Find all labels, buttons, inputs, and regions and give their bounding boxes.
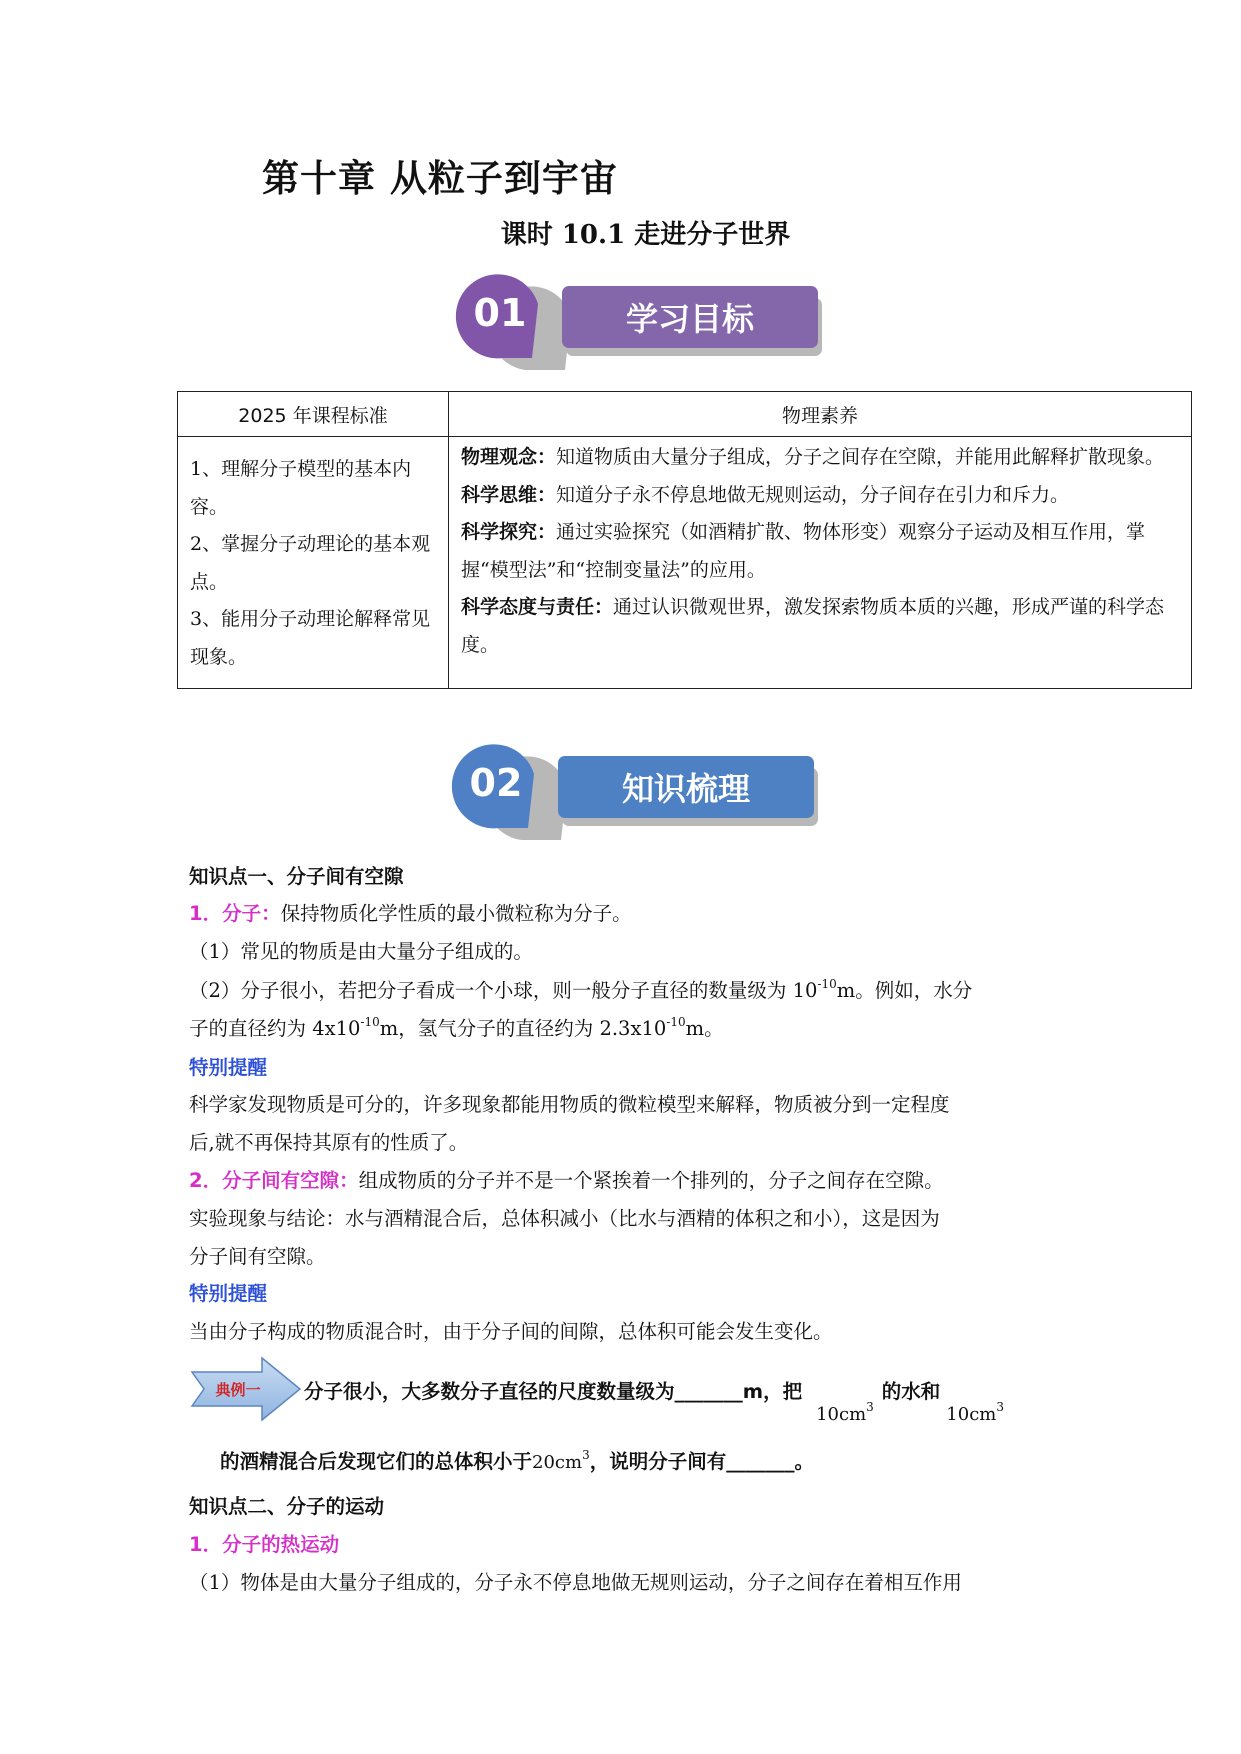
paragraph-text: 实验现象与结论：水与酒精混合后，总体积减小（比水与酒精的体积之和小），这是因为 bbox=[189, 1207, 940, 1230]
literacy-item bbox=[461, 589, 1181, 664]
paragraph-text: 分子间有空隙。 bbox=[189, 1245, 326, 1268]
superscript: -10 bbox=[817, 977, 837, 991]
volume-value: 10cm bbox=[816, 1404, 867, 1425]
paragraph-text bbox=[189, 1013, 724, 1041]
section-label: 学习目标 bbox=[625, 300, 755, 338]
example-question-line2 bbox=[220, 1446, 814, 1474]
standards-cell bbox=[178, 437, 449, 689]
text-span: 分子很小，大多数分子直径的尺度数量级为_______m，把 bbox=[304, 1380, 803, 1403]
literacy-term: 科学思维： bbox=[461, 483, 557, 506]
reminder-text: 科学家发现物质是可分的，许多现象都能用物质的微粒模型来解释，物质被分到一定程度 bbox=[189, 1093, 950, 1116]
literacy-item bbox=[461, 514, 1181, 589]
paragraph-text bbox=[189, 975, 972, 1003]
volume-value: 10cm bbox=[946, 1404, 997, 1425]
reminder-text: 当由分子构成的物质混合时，由于分子间的间隙，总体积可能会发生变化。 bbox=[189, 1320, 833, 1343]
special-reminder-title: 特别提醒 bbox=[189, 1282, 268, 1305]
literacy-term: 物理观念： bbox=[461, 446, 557, 468]
text-span: 子的直径约为 4x10 bbox=[189, 1017, 361, 1040]
standard-item: 1、理解分子模型的基本内容。 bbox=[190, 458, 412, 518]
definition-text: 保持物质化学性质的最小微粒称为分子。 bbox=[280, 902, 632, 925]
lesson-title: 课时 10.1 走进分子世界 bbox=[500, 220, 791, 250]
objectives-table bbox=[177, 391, 1192, 689]
paragraph-molecule bbox=[189, 898, 632, 926]
knowledge-point-2-title: 知识点二、分子的运动 bbox=[189, 1495, 385, 1518]
example-label: 典例一 bbox=[215, 1381, 261, 1399]
literacy-text: 通过认识微观世界，激发探索物质本质的兴趣，形成严谨的科学态度。 bbox=[461, 596, 1165, 656]
text-span: （2）分子很小，若把分子看成一个小球，则一般分子直径的数量级为 10 bbox=[189, 979, 818, 1002]
column-header-literacy: 物理素养 bbox=[449, 392, 1192, 437]
literacy-text: 知道物质由大量分子组成，分子之间存在空隙，并能用此解释扩散现象。 bbox=[556, 446, 1165, 468]
literacy-cell bbox=[449, 437, 1192, 689]
section-badge-objectives bbox=[448, 270, 828, 370]
superscript: 3 bbox=[866, 1400, 874, 1414]
term-molecule: 1．分子： bbox=[189, 902, 281, 925]
text-span: m。例如，水分 bbox=[836, 979, 973, 1002]
column-header-standards: 2025 年课程标准 bbox=[178, 392, 449, 437]
definition-text: 组成物质的分子并不是一个紧挨着一个排列的，分子之间存在空隙。 bbox=[358, 1169, 944, 1192]
heading-thermal-motion: 1．分子的热运动 bbox=[189, 1533, 340, 1556]
knowledge-point-1-title: 知识点一、分子间有空隙 bbox=[189, 865, 404, 888]
superscript: -10 bbox=[666, 1015, 686, 1029]
literacy-text: 通过实验探究（如酒精扩散、物体形变）观察分子运动及相互作用，掌握“模型法”和“控制变量法”的应用。 bbox=[461, 521, 1146, 581]
section-number: 01 bbox=[473, 291, 527, 335]
text-span: 的酒精混合后发现它们的总体积小于 bbox=[220, 1450, 533, 1473]
section-number: 02 bbox=[469, 761, 523, 805]
standard-item: 3、能用分子动理论解释常见现象。 bbox=[190, 608, 431, 668]
paragraph-text: （1）物体是由大量分子组成的，分子永不停息地做无规则运动，分子之间存在着相互作用 bbox=[189, 1571, 962, 1594]
example-question-line1 bbox=[304, 1376, 1004, 1425]
example-arrow-tag bbox=[190, 1356, 302, 1422]
literacy-text: 知道分子永不停息地做无规则运动，分子间存在引力和斥力。 bbox=[556, 483, 1070, 506]
superscript: -10 bbox=[360, 1015, 380, 1029]
chapter-title: 第十章 从粒子到宇宙 bbox=[262, 157, 618, 200]
literacy-item bbox=[461, 439, 1181, 477]
standard-item: 2、掌握分子动理论的基本观点。 bbox=[190, 533, 431, 593]
reminder-text: 后,就不再保持其原有的性质了。 bbox=[189, 1131, 469, 1154]
text-span: m。 bbox=[685, 1017, 724, 1040]
volume-value: 20cm bbox=[532, 1452, 583, 1473]
paragraph-text: （1）常见的物质是由大量分子组成的。 bbox=[189, 940, 533, 963]
text-span: 的水和 bbox=[881, 1380, 941, 1403]
literacy-item bbox=[461, 477, 1181, 515]
superscript: 3 bbox=[996, 1400, 1004, 1414]
special-reminder-title: 特别提醒 bbox=[189, 1056, 268, 1079]
superscript: 3 bbox=[582, 1448, 590, 1462]
paragraph-gap bbox=[189, 1165, 944, 1193]
text-span: ，说明分子间有_______。 bbox=[589, 1450, 814, 1473]
term-gap: 2．分子间有空隙： bbox=[189, 1169, 359, 1192]
section-badge-knowledge bbox=[444, 740, 824, 840]
section-label: 知识梳理 bbox=[621, 770, 751, 808]
literacy-term: 科学态度与责任： bbox=[461, 596, 614, 618]
text-span: m，氢气分子的直径约为 2.3x10 bbox=[379, 1017, 667, 1040]
literacy-term: 科学探究： bbox=[461, 521, 557, 543]
